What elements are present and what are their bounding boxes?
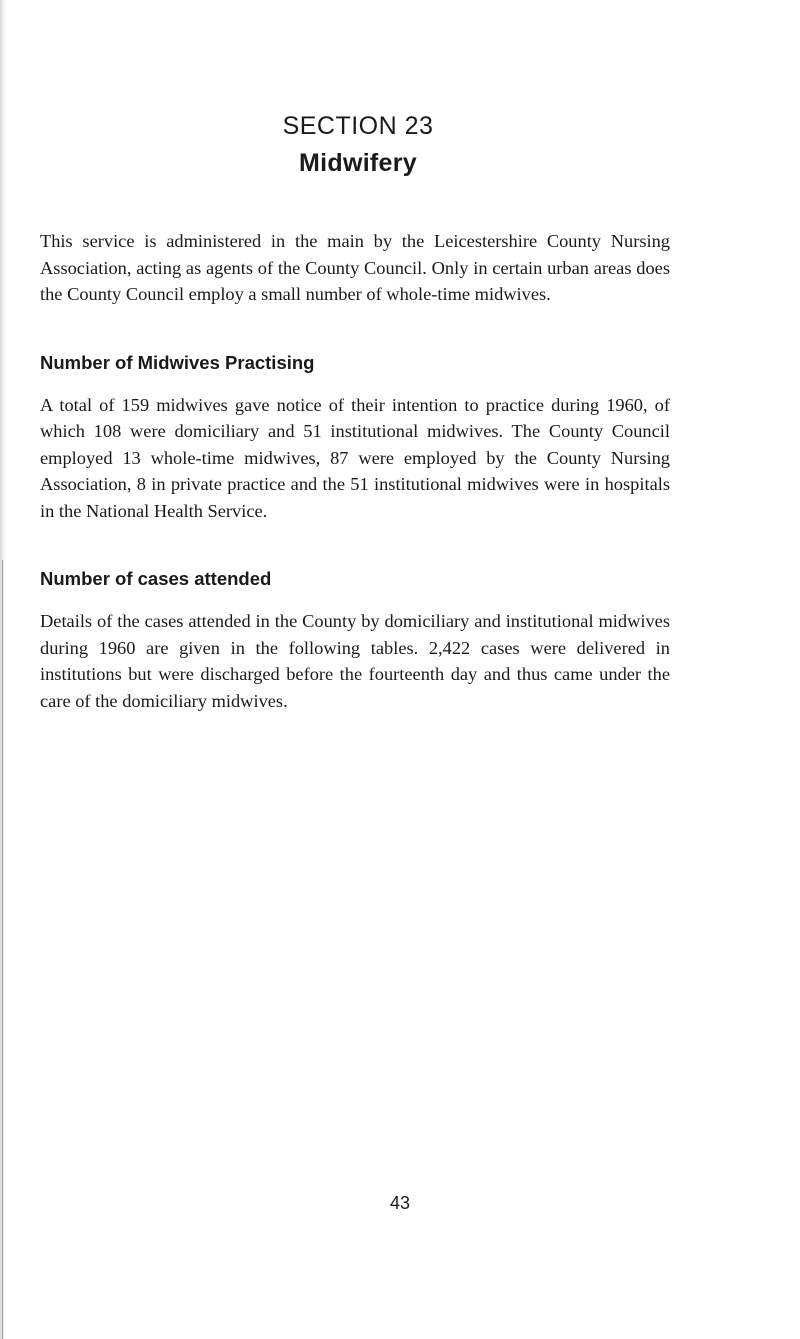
page-number: 43 [389, 1193, 411, 1213]
section-midwives-practising [40, 352, 670, 525]
page-edge-shadow [0, 0, 6, 1339]
section-heading: Number of Midwives Practising [40, 351, 315, 373]
section-paragraph: A total of 159 midwives gave notice of their intention to practice during 1960, of which 108 were domiciliary and 51 institutional midwives. The County Council employed 13 whole-time midwives, 87 were employed by the County Nursing Association, 8 in private practice and the 51 institutional midwives were in hospitals in the National Health Service. [40, 394, 670, 521]
section-heading: Number of cases attended [40, 568, 272, 589]
page-title: Midwifery [299, 149, 417, 177]
intro-paragraph: This service is administered in the main by the Leicestershire County Nursing Association, acting as agents of the County Council. Only in certain urban areas does the County Council employ a small number of whole-time midwives. [40, 231, 670, 304]
section-cases-attended [40, 568, 670, 714]
document-body [40, 112, 670, 758]
page-edge-line [2, 560, 3, 1339]
section-label: SECTION 23 [282, 112, 434, 140]
section-paragraph: Details of the cases attended in the County by domiciliary and institutional midwives during 1960 are given in the following tables. 2,422 cases were delivered in institutions but were discharged before the fourteenth day and thus came under the care of the domiciliary midwives. [40, 611, 670, 711]
